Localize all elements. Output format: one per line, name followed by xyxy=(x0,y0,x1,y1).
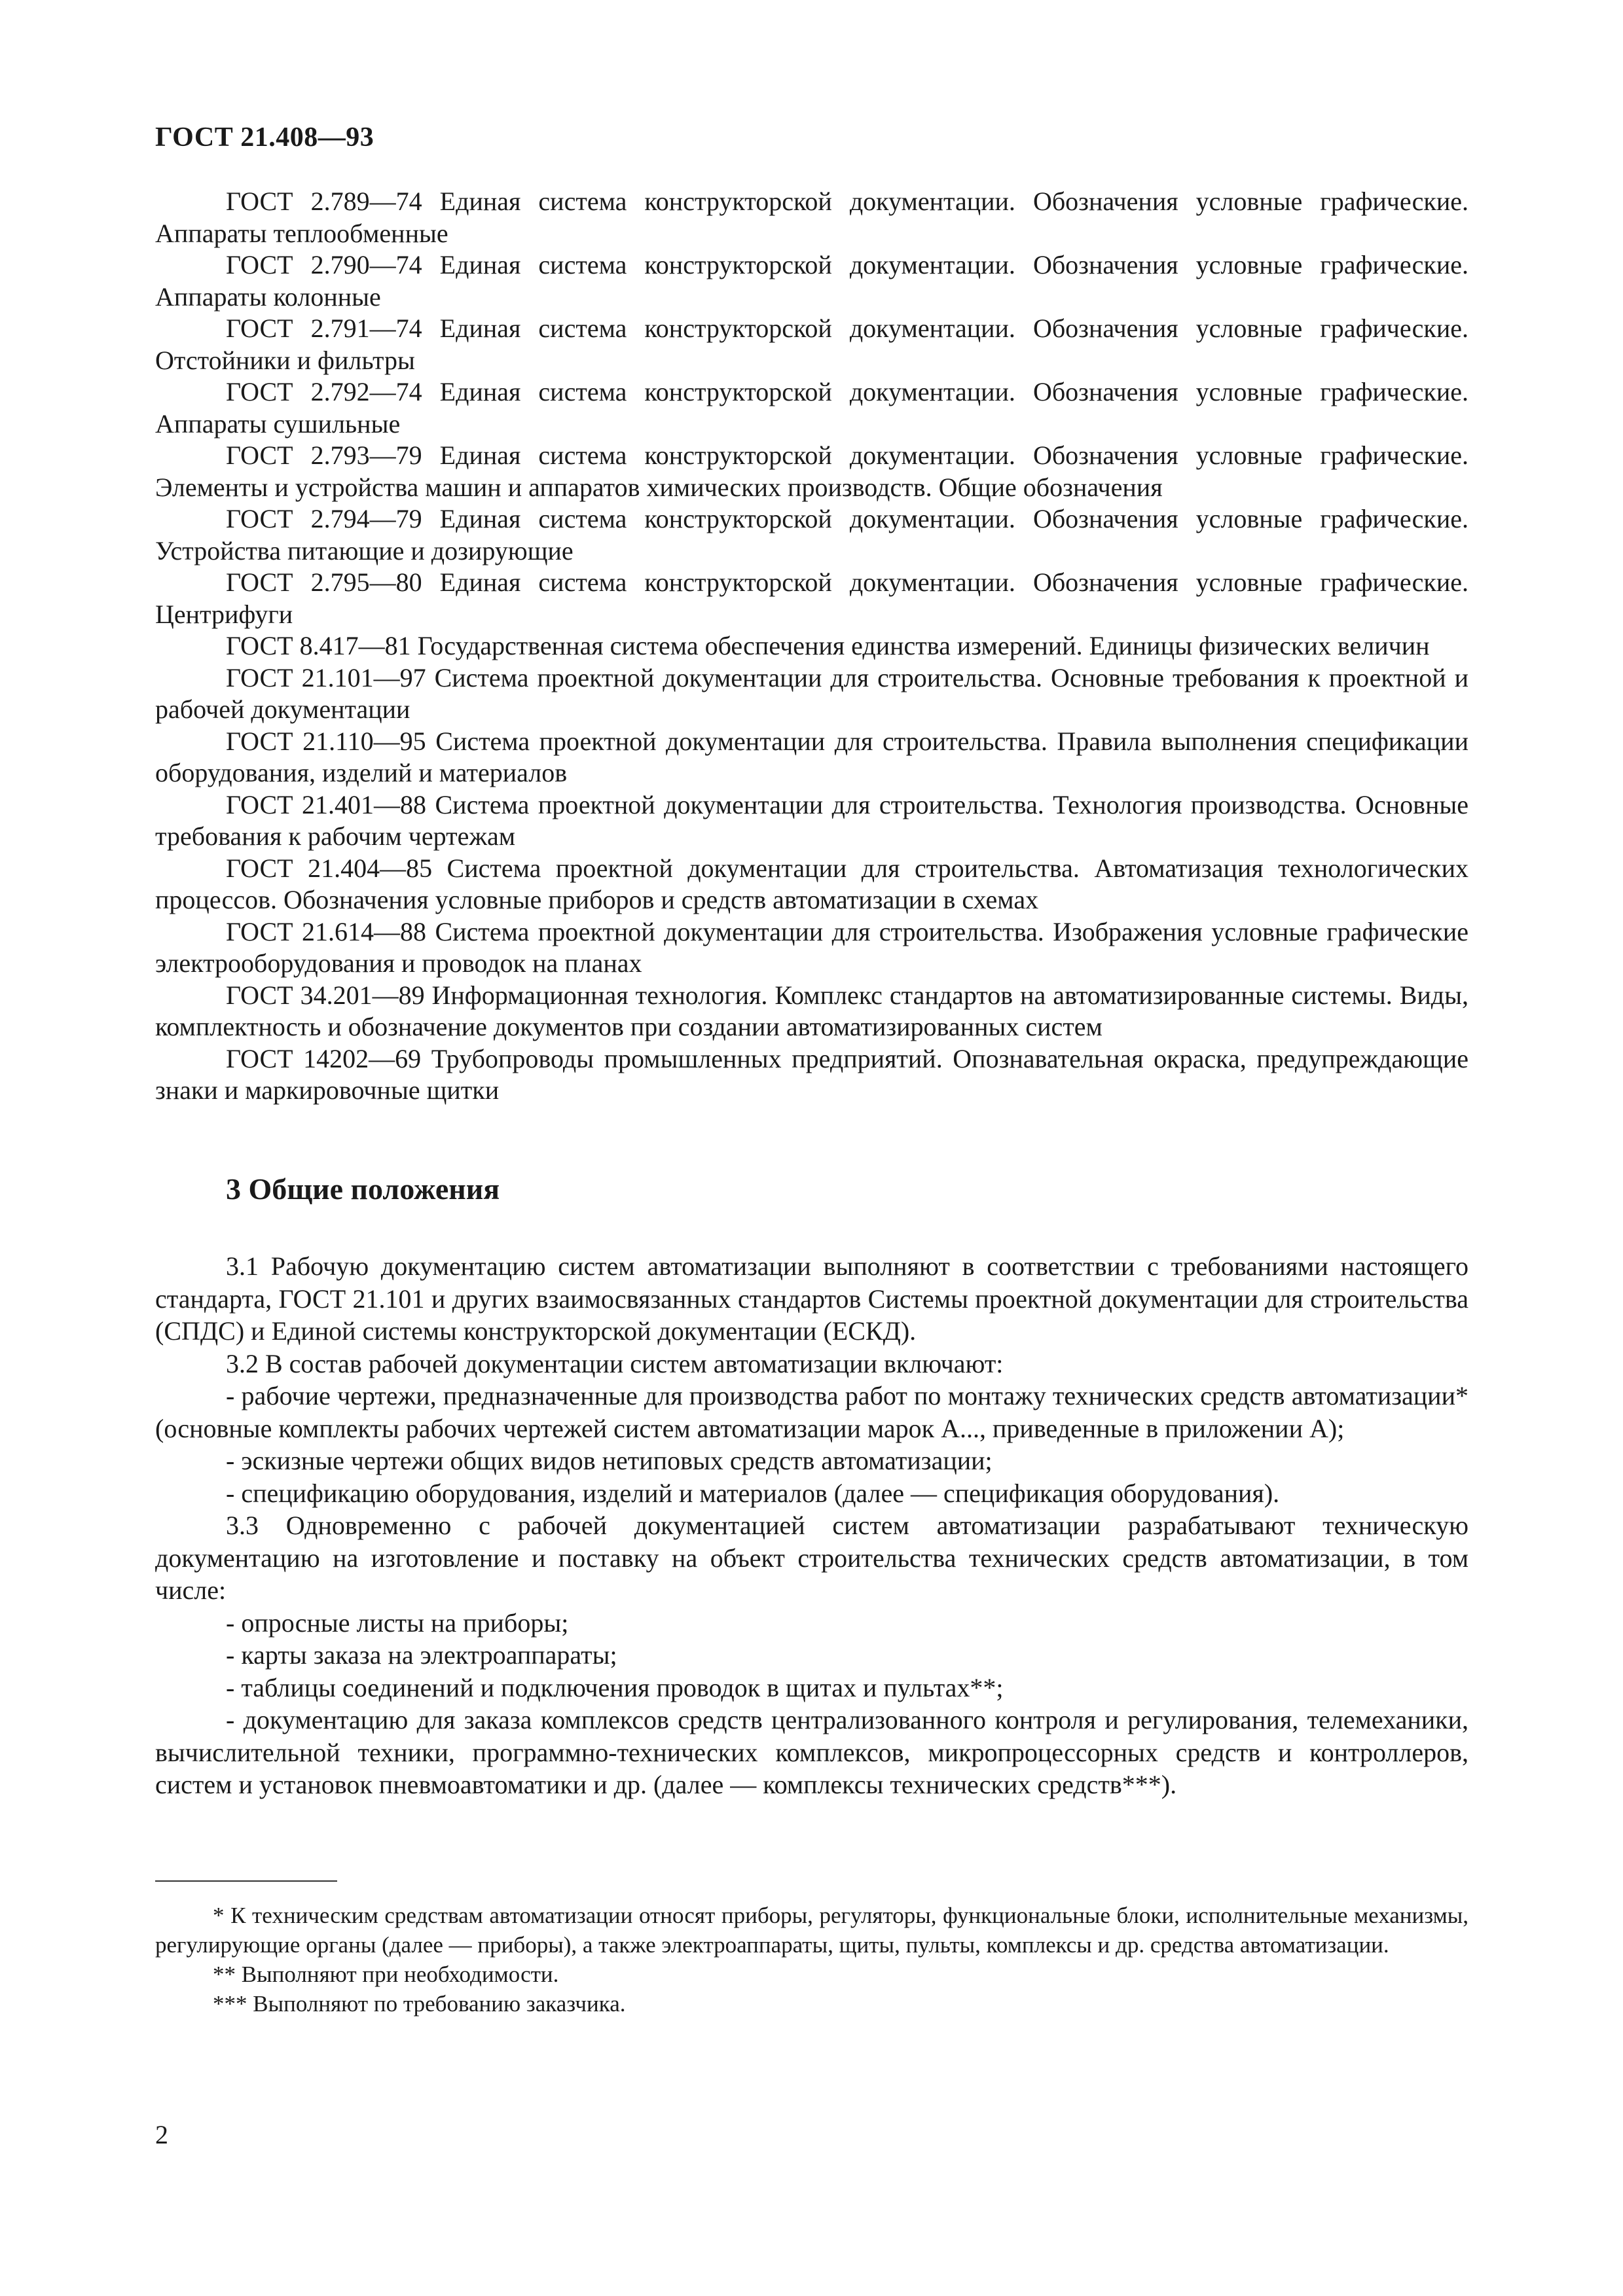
reference-item: ГОСТ 2.795—80 Единая система конструкторской документации. Обозначения условные графические. Центрифуги xyxy=(155,567,1468,629)
list-item: - карты заказа на электроаппараты; xyxy=(226,1640,617,1670)
page-number: 2 xyxy=(155,2120,168,2149)
list-item: - эскизные чертежи общих видов нетиповых средств автоматизации; xyxy=(226,1446,993,1475)
list-item: - рабочие чертежи, предназначенные для производства работ по монтажу технических средств автоматизации* (основные комплекты рабочих чертежей систем автоматизации марок А..., приведенные в приложении А); xyxy=(155,1381,1468,1443)
reference-item: ГОСТ 14202—69 Трубопроводы промышленных предприятий. Опознавательная окраска, предупреждающие знаки и маркировочные щитки xyxy=(155,1043,1468,1105)
footnote: *** Выполняют по требованию заказчика. xyxy=(213,1991,626,2017)
footnote-divider xyxy=(155,1880,337,1882)
reference-item: ГОСТ 21.404—85 Система проектной документации для строительства. Автоматизация технологических процессов. Обозначения условные приборов и средств автоматизации в схемах xyxy=(155,853,1468,914)
reference-item: ГОСТ 2.790—74 Единая система конструкторской документации. Обозначения условные графические. Аппараты колонные xyxy=(155,250,1468,312)
footnote: * К техническим средствам автоматизации относят приборы, регуляторы, функциональные блоки, исполнительные механизмы, регулирующие органы (далее — приборы), а также электроаппараты, щиты, пульты, комплексы и др. средства автоматизации. xyxy=(155,1903,1468,1958)
body-paragraph: 3.2 В состав рабочей документации систем автоматизации включают: xyxy=(226,1348,1004,1378)
section-heading: 3 Общие положения xyxy=(226,1172,500,1206)
reference-item: ГОСТ 2.791—74 Единая система конструкторской документации. Обозначения условные графические. Отстойники и фильтры xyxy=(155,314,1468,375)
section-body xyxy=(155,1250,1468,1801)
reference-item: ГОСТ 2.793—79 Единая система конструкторской документации. Обозначения условные графические. Элементы и устройства машин и аппаратов химических производств. Общие обозначения xyxy=(155,440,1468,502)
reference-item: ГОСТ 8.417—81 Государственная система обеспечения единства измерений. Единицы физических величин xyxy=(226,631,1430,660)
body-paragraph: 3.3 Одновременно с рабочей документацией систем автоматизации разрабатывают техническую документацию на изготовление и поставку на объект строительства технических средств автоматизации, в том числе: xyxy=(155,1511,1468,1605)
list-item: - спецификацию оборудования, изделий и материалов (далее — спецификация оборудования). xyxy=(226,1478,1280,1508)
footnote: ** Выполняют при необходимости. xyxy=(213,1962,559,1987)
reference-item: ГОСТ 21.401—88 Система проектной документации для строительства. Технология производства. Основные требования к рабочим чертежам xyxy=(155,789,1468,851)
reference-item: ГОСТ 2.792—74 Единая система конструкторской документации. Обозначения условные графические. Аппараты сушильные xyxy=(155,377,1468,439)
reference-item: ГОСТ 2.794—79 Единая система конструкторской документации. Обозначения условные графические. Устройства питающие и дозирующие xyxy=(155,504,1468,565)
list-item: - таблицы соединений и подключения проводок в щитах и пультах**; xyxy=(226,1672,1004,1702)
reference-item: ГОСТ 34.201—89 Информационная технология. Комплекс стандартов на автоматизированные системы. Виды, комплектность и обозначение документов при создании автоматизированных систем xyxy=(155,980,1468,1041)
footnotes xyxy=(155,1901,1468,2018)
reference-item: ГОСТ 21.110—95 Система проектной документации для строительства. Правила выполнения спецификации оборудования, изделий и материалов xyxy=(155,726,1468,787)
normative-references-list xyxy=(155,186,1468,1107)
reference-item: ГОСТ 21.614—88 Система проектной документации для строительства. Изображения условные графические электрооборудования и проводок на планах xyxy=(155,916,1468,978)
body-paragraph: 3.1 Рабочую документацию систем автоматизации выполняют в соответствии с требованиями настоящего стандарта, ГОСТ 21.101 и других взаимосвязанных стандартов Системы проектной документации для строительства (СПДС) и Единой системы конструкторской документации (ЕСКД). xyxy=(155,1251,1468,1346)
list-item: - документацию для заказа комплексов средств централизованного контроля и регулирования, телемеханики, вычислительной техники, программно-технических комплексов, микропроцессорных средств и контроллеров, систем и установок пневмоавтоматики и др. (далее — комплексы технических средств***). xyxy=(155,1705,1468,1799)
document-header-title: ГОСТ 21.408—93 xyxy=(155,122,374,152)
list-item: - опросные листы на приборы; xyxy=(226,1607,569,1638)
reference-item: ГОСТ 2.789—74 Единая система конструкторской документации. Обозначения условные графические. Аппараты теплообменные xyxy=(155,187,1468,248)
reference-item: ГОСТ 21.101—97 Система проектной документации для строительства. Основные требования к проектной и рабочей документации xyxy=(155,662,1468,724)
